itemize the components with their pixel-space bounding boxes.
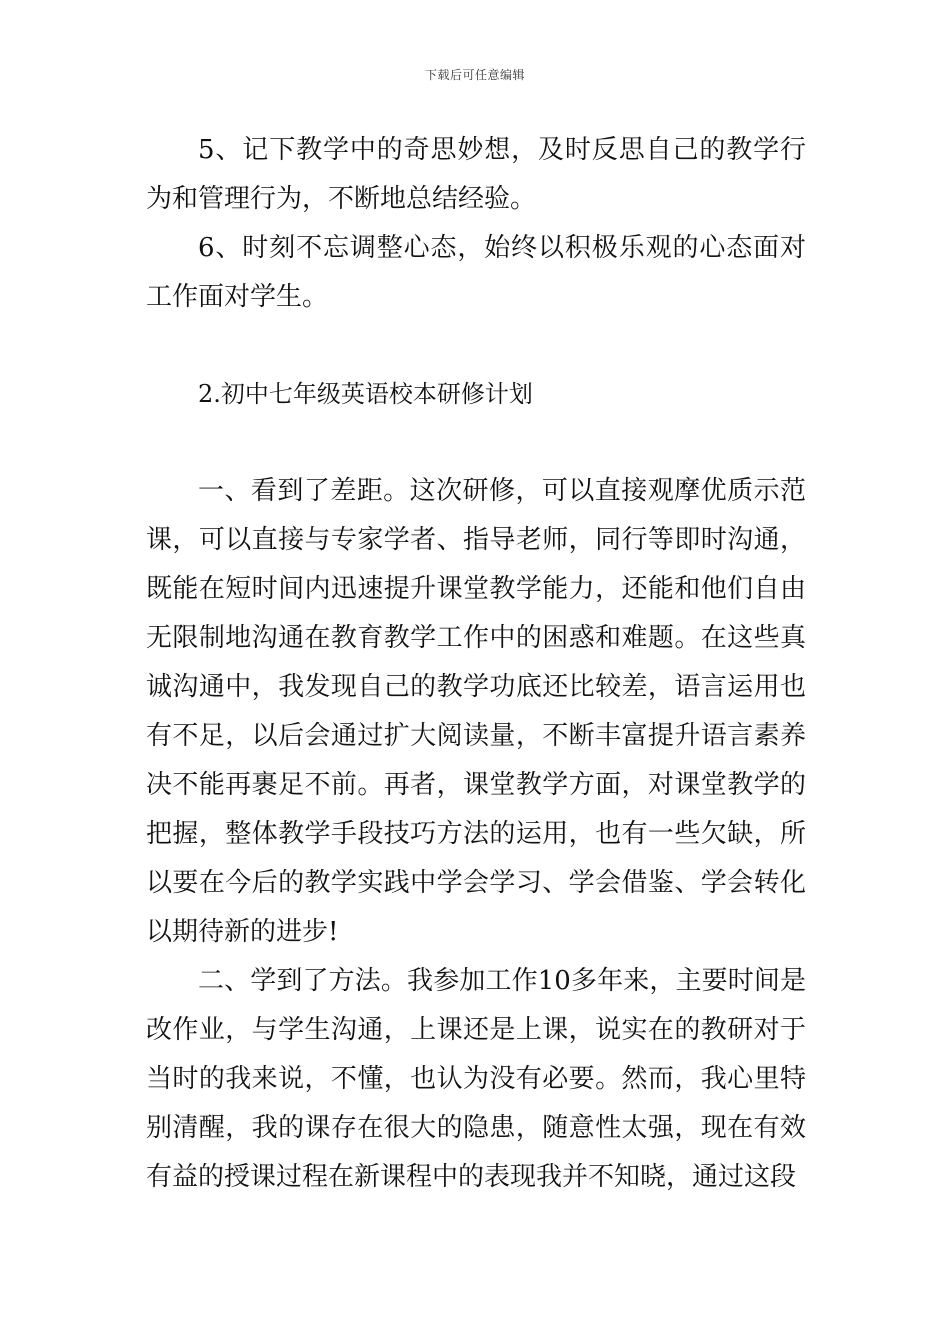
section-title: 2.初中七年级英语校本研修计划	[198, 380, 533, 408]
paragraph-gap: 一、看到了差距。这次研修，可以直接观摩优质示范课，可以直接与专家学者、指导老师，同行等即时沟通，既能在短时间内迅速提升课堂教学能力，还能和他们自由无限制地沟通在教育教学工作中的困惑和难题。在这些真诚沟通中，我发现自己的教学功底还比较差，语言运用也有不足，以后会通过扩大阅读量，不断丰富提升语言素养决不能再裹足不前。再者，课堂教学方面，对课堂教学的把握，整体教学手段技巧方法的运用，也有一些欠缺，所以要在今后的教学实践中学会学习、学会借鉴、学会转化以期待新的进步!	[146, 476, 806, 947]
paragraph-method: 二、学到了方法。我参加工作10多年来，主要时间是改作业，与学生沟通，上课还是上课，说实在的教研对于当时的我来说，不懂，也认为没有必要。然而，我心里特别清醒，我的课存在很大的隐患，随意性太强，现在有效有益的授课过程在新课程中的表现我并不知晓，通过这段	[146, 966, 806, 1192]
paragraph-item-6: 6、时刻不忘调整心态，始终以积极乐观的心态面对工作面对学生。	[146, 233, 806, 312]
document-body	[146, 126, 806, 1202]
spacer	[146, 419, 806, 467]
page-header: 下载后可任意编辑	[424, 68, 525, 82]
spacer	[146, 322, 806, 370]
paragraph-item-5: 5、记下教学中的奇思妙想，及时反思自己的教学行为和管理行为，不断地总结经验。	[146, 135, 806, 214]
